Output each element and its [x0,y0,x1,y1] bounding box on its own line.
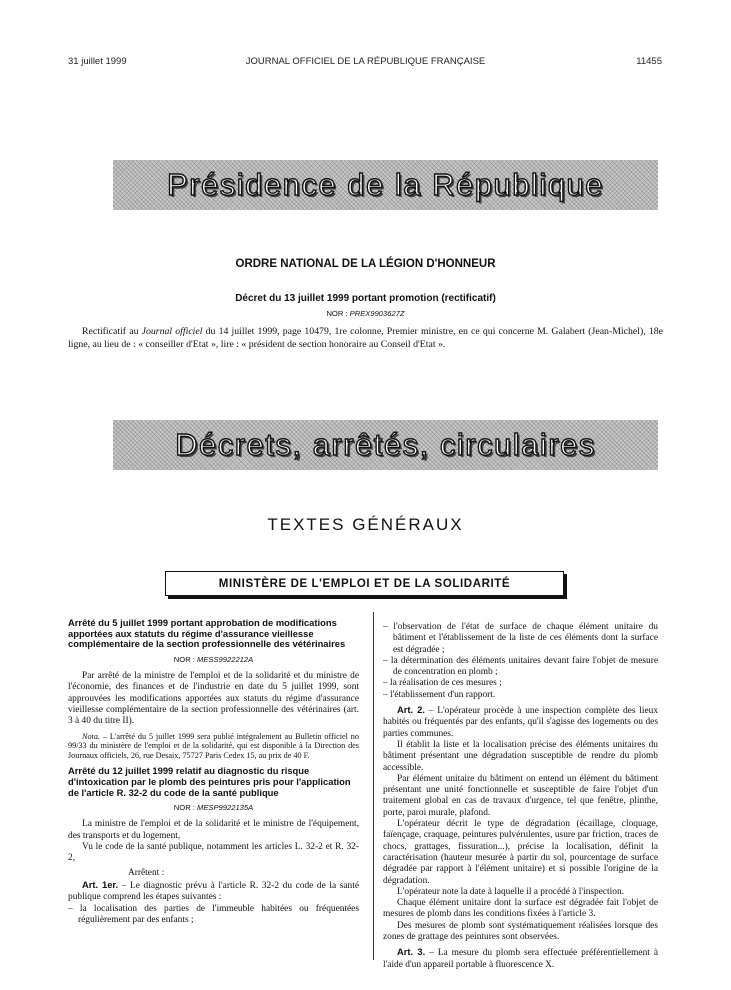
list-item: – l'établissement d'un rapport. [383,689,496,700]
paragraph: Chaque élément unitaire dont la surface est dégradée fait l'objet de mesures de plomb dans les conditions fixées à l'article 3. [383,898,658,920]
decree-text: Rectificatif au Journal officiel du 14 juillet 1999, page 10479, 1re colonne, Premier ministre, en ce qui concerne M. Galabert (Jean-Michel), 18e ligne, au lieu de : « conseiller d'Etat », lire : « président de section honoraire au Conseil d'Etat ». [68,326,663,350]
arrete-2-nor: NOR : MESP9922135A [173,803,254,813]
list-item: – la réalisation de ces mesures ; [383,678,502,689]
decree-nor: NOR : PREX9903627Z [326,309,405,318]
paragraph: L'opérateur décrit le type de dégradation (écaillage, cloquage, faïençage, craquage, peintures pulvérulentes, usure par friction, traces de chocs, grattages, fissuration...), précise la localisation, définit la caractérisation (hauteur mesurée à partir du sol, pourcentage de surface dégradée par rapport à l'élément unitaire) et si possible l'origine de la dégradation. [383,819,658,886]
paragraph: Par élément unitaire du bâtiment on entend un élément du bâtiment présentant une unité fonctionnelle et susceptible de faire l'objet d'un traitement global en cas de travaux d'urgence, tel que fenêtre, plinthe, porte, paroi murale, plafond. [383,773,658,818]
right-column [383,622,658,971]
arrete-1-note: Nota. – L'arrêté du 5 juillet 1999 sera publié intégralement au Bulletin officiel no 99/33 du ministère de l'emploi et de la solidarité, qui est disponible à la Direction des Journaux officiels, 26, rue Desaix, 75727 Paris Cedex 15, au prix de 40 F. [68,731,359,760]
column-separator [373,612,374,960]
arrete-1-nor: NOR : MESS9922212A [173,654,254,664]
arrete-2-title: Arrêté du 12 juillet 1999 relatif au diagnostic du risque d'intoxication par le plomb des peintures pris pour l'application de l'article R. 32-2 du code de la santé publique [68,765,351,798]
arrete-1-title: Arrêté du 5 juillet 1999 portant approbation de modifications apportées aux statuts du régime d'assurance vieillesse complémentaire de la section professionnelle des vétérinaires [68,617,346,650]
paragraph: L'opérateur note la date à laquelle il a procédé à l'inspection. [397,886,624,897]
decree-title: Décret du 13 juillet 1999 portant promotion (rectificatif) [235,293,496,304]
arrete-2-arretent: Arrêtent : [128,867,165,878]
arrete-2-art1: Art. 1er. – Le diagnostic prévu à l'article R. 32-2 du code de la santé publique comprend les étapes suivantes : [68,878,359,903]
section-title: ORDRE NATIONAL DE LA LÉGION D'HONNEUR [235,258,496,270]
article-2: Art. 2. – L'opérateur procède à une inspection complète des lieux habités ou fréquentés par des enfants, qu'il s'agisse des logements ou des parties communes. [383,704,659,739]
list-item: – l'observation de l'état de surface de chaque élément unitaire du bâtiment et l'établissement de la liste de ces éléments dont la surface est dégradée ; [383,622,658,655]
banner-decrets [113,420,658,470]
paragraph: Il établit la liste et la localisation précise des éléments unitaires du bâtiment présentant une dégradation susceptible de rendre du plomb accessible. [383,739,658,773]
banner-presidence-text: Présidence de la République [167,167,604,202]
banner-presidence [113,160,658,210]
textes-generaux-heading: TEXTES GÉNÉRAUX [267,515,464,534]
paragraph: Des mesures de plomb sont systématiquement réalisées lorsque des zones de grattage des peintures sont observées. [383,920,658,943]
header-journal-title: JOURNAL OFFICIEL DE LA RÉPUBLIQUE FRANÇAISE [245,56,486,67]
article-3: Art. 3. – La mesure du plomb sera effectuée préférentiellement à l'aide d'un appareil portable à fluorescence X. [383,946,658,970]
banner-decrets-text: Décrets, arrêtés, circulaires [175,427,596,462]
ministry-heading: MINISTÈRE DE L'EMPLOI ET DE LA SOLIDARITÉ [165,571,564,596]
list-item: – la détermination des éléments unitaires devant faire l'objet de mesure de concentration en plomb ; [383,655,658,678]
arrete-1-text: Par arrêté de la ministre de l'emploi et de la solidarité et du ministre de l'économie, des finances et de l'industrie en date du 5 juillet 1999, sont approuvées les modifications apportées aux statuts du régime d'assurance vieillesse complémentaire de la section professionnelle des vétérinaires (art. 3 à 40 du titre II). [68,671,359,727]
arrete-2-preamble: La ministre de l'emploi et de la solidarité et le ministre de l'équipement, des transports et du logement, [68,819,359,841]
left-column [68,618,359,926]
header-page-number: 11455 [636,56,662,67]
header-date: 31 juillet 1999 [68,56,127,67]
list-item: – la localisation des parties de l'immeuble habitées ou fréquentées régulièrement par des enfants ; [68,903,359,925]
arrete-2-vu: Vu le code de la santé publique, notamment les articles L. 32-2 et R. 32-2, [68,842,359,864]
